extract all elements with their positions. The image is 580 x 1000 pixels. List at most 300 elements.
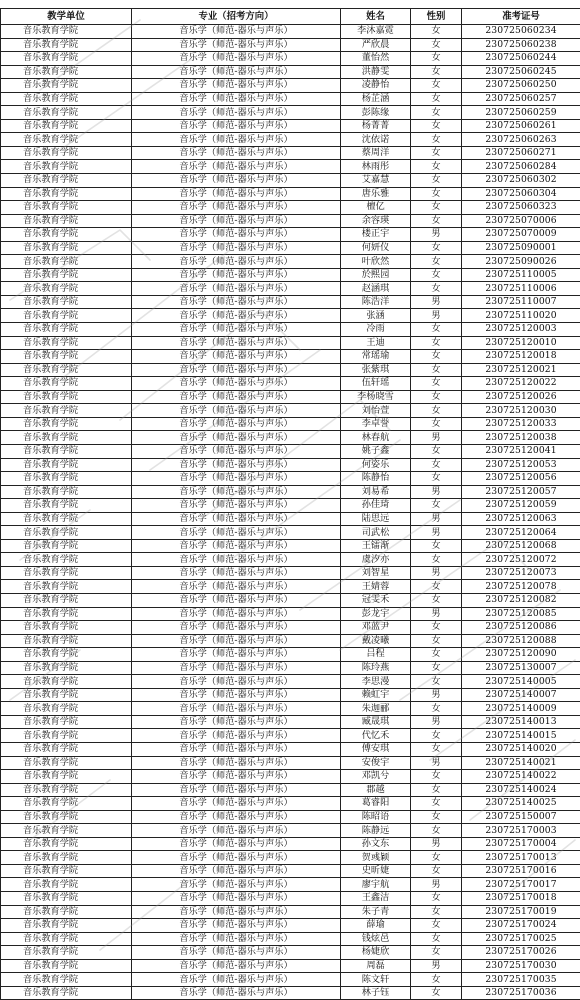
cell-gender: 女 xyxy=(411,553,462,567)
table-row xyxy=(1,539,580,553)
cell-name: 李思漫 xyxy=(341,675,411,689)
cell-gender: 女 xyxy=(411,106,462,120)
cell-unit: 音乐教育学院 xyxy=(1,593,132,607)
cell-unit: 音乐教育学院 xyxy=(1,228,132,242)
cell-name: 朱子青 xyxy=(341,905,411,919)
cell-unit: 音乐教育学院 xyxy=(1,499,132,513)
cell-gender: 女 xyxy=(411,824,462,838)
cell-exam-id: 230725060257 xyxy=(462,92,580,106)
cell-gender: 女 xyxy=(411,444,462,458)
cell-exam-id: 230725120053 xyxy=(462,458,580,472)
cell-gender: 女 xyxy=(411,797,462,811)
cell-major: 音乐学（师范-器乐与声乐） xyxy=(132,92,341,106)
cell-exam-id: 230725120073 xyxy=(462,566,580,580)
cell-name: 虞汐亦 xyxy=(341,553,411,567)
cell-exam-id: 230725060271 xyxy=(462,146,580,160)
cell-major: 音乐学（师范-器乐与声乐） xyxy=(132,837,341,851)
cell-major: 音乐学（师范-器乐与声乐） xyxy=(132,621,341,635)
cell-exam-id: 230725170036 xyxy=(462,986,580,1000)
cell-exam-id: 230725070009 xyxy=(462,228,580,242)
cell-exam-id: 230725060304 xyxy=(462,187,580,201)
cell-major: 音乐学（师范-器乐与声乐） xyxy=(132,756,341,770)
cell-name: 臧晟琪 xyxy=(341,715,411,729)
cell-major: 音乐学（师范-器乐与声乐） xyxy=(132,878,341,892)
cell-major: 音乐学（师范-器乐与声乐） xyxy=(132,404,341,418)
cell-name: 林子钰 xyxy=(341,986,411,1000)
cell-name: 於熙园 xyxy=(341,268,411,282)
cell-unit: 音乐教育学院 xyxy=(1,268,132,282)
cell-major: 音乐学（师范-器乐与声乐） xyxy=(132,52,341,66)
cell-unit: 音乐教育学院 xyxy=(1,946,132,960)
cell-major: 音乐学（师范-器乐与声乐） xyxy=(132,973,341,987)
cell-name: 常瑶瑜 xyxy=(341,350,411,364)
cell-name: 陈昭语 xyxy=(341,810,411,824)
cell-exam-id: 230725120033 xyxy=(462,417,580,431)
cell-name: 孙佳琦 xyxy=(341,499,411,513)
cell-name: 张涵 xyxy=(341,309,411,323)
cell-gender: 女 xyxy=(411,282,462,296)
cell-major: 音乐学（师范-器乐与声乐） xyxy=(132,499,341,513)
table-row xyxy=(1,444,580,458)
cell-name: 赵涵琪 xyxy=(341,282,411,296)
cell-name: 陈静远 xyxy=(341,824,411,838)
cell-gender: 男 xyxy=(411,512,462,526)
cell-name: 冠雯禾 xyxy=(341,593,411,607)
cell-major: 音乐学（师范-器乐与声乐） xyxy=(132,797,341,811)
cell-exam-id: 230725060323 xyxy=(462,201,580,215)
table-row xyxy=(1,458,580,472)
cell-exam-id: 230725070006 xyxy=(462,214,580,228)
cell-unit: 音乐教育学院 xyxy=(1,553,132,567)
cell-exam-id: 230725120086 xyxy=(462,621,580,635)
header-name: 姓名 xyxy=(341,9,411,25)
cell-unit: 音乐教育学院 xyxy=(1,580,132,594)
cell-major: 音乐学（师范-器乐与声乐） xyxy=(132,688,341,702)
cell-unit: 音乐教育学院 xyxy=(1,607,132,621)
cell-name: 何妍仪 xyxy=(341,241,411,255)
cell-major: 音乐学（师范-器乐与声乐） xyxy=(132,553,341,567)
table-row xyxy=(1,25,580,39)
cell-unit: 音乐教育学院 xyxy=(1,485,132,499)
cell-major: 音乐学（师范-器乐与声乐） xyxy=(132,65,341,79)
cell-major: 音乐学（师范-器乐与声乐） xyxy=(132,864,341,878)
cell-exam-id: 230725140020 xyxy=(462,742,580,756)
cell-name: 刘易希 xyxy=(341,485,411,499)
cell-major: 音乐学（师范-器乐与声乐） xyxy=(132,986,341,1000)
cell-exam-id: 230725090001 xyxy=(462,241,580,255)
cell-unit: 音乐教育学院 xyxy=(1,255,132,269)
cell-gender: 女 xyxy=(411,932,462,946)
cell-gender: 女 xyxy=(411,160,462,174)
cell-exam-id: 230725170024 xyxy=(462,919,580,933)
table-row xyxy=(1,323,580,337)
cell-exam-id: 230725110006 xyxy=(462,282,580,296)
cell-exam-id: 230725170004 xyxy=(462,837,580,851)
cell-major: 音乐学（师范-器乐与声乐） xyxy=(132,336,341,350)
cell-exam-id: 230725120057 xyxy=(462,485,580,499)
cell-unit: 音乐教育学院 xyxy=(1,241,132,255)
cell-name: 李杨晓雪 xyxy=(341,390,411,404)
cell-major: 音乐学（师范-器乐与声乐） xyxy=(132,607,341,621)
cell-unit: 音乐教育学院 xyxy=(1,675,132,689)
cell-unit: 音乐教育学院 xyxy=(1,309,132,323)
cell-major: 音乐学（师范-器乐与声乐） xyxy=(132,201,341,215)
cell-major: 音乐学（师范-器乐与声乐） xyxy=(132,268,341,282)
table-row xyxy=(1,133,580,147)
cell-major: 音乐学（师范-器乐与声乐） xyxy=(132,160,341,174)
cell-name: 廖宇航 xyxy=(341,878,411,892)
table-row xyxy=(1,580,580,594)
cell-name: 杨菁菁 xyxy=(341,119,411,133)
table-row xyxy=(1,566,580,580)
cell-unit: 音乐教育学院 xyxy=(1,715,132,729)
table-row xyxy=(1,702,580,716)
cell-major: 音乐学（师范-器乐与声乐） xyxy=(132,675,341,689)
cell-major: 音乐学（师范-器乐与声乐） xyxy=(132,295,341,309)
cell-major: 音乐学（师范-器乐与声乐） xyxy=(132,350,341,364)
cell-unit: 音乐教育学院 xyxy=(1,851,132,865)
cell-exam-id: 230725120021 xyxy=(462,363,580,377)
cell-unit: 音乐教育学院 xyxy=(1,878,132,892)
cell-unit: 音乐教育学院 xyxy=(1,174,132,188)
cell-name: 叶欣然 xyxy=(341,255,411,269)
table-row xyxy=(1,499,580,513)
cell-gender: 男 xyxy=(411,566,462,580)
cell-name: 贺彧颖 xyxy=(341,851,411,865)
cell-major: 音乐学（师范-器乐与声乐） xyxy=(132,377,341,391)
cell-exam-id: 230725140007 xyxy=(462,688,580,702)
table-row xyxy=(1,390,580,404)
table-row xyxy=(1,146,580,160)
cell-name: 代忆禾 xyxy=(341,729,411,743)
cell-exam-id: 230725170035 xyxy=(462,973,580,987)
cell-unit: 音乐教育学院 xyxy=(1,932,132,946)
cell-exam-id: 230725120063 xyxy=(462,512,580,526)
cell-name: 艾嘉慧 xyxy=(341,174,411,188)
table-row xyxy=(1,932,580,946)
cell-unit: 音乐教育学院 xyxy=(1,661,132,675)
cell-gender: 男 xyxy=(411,309,462,323)
cell-gender: 女 xyxy=(411,580,462,594)
cell-gender: 女 xyxy=(411,539,462,553)
table-row xyxy=(1,621,580,635)
cell-name: 洪静雯 xyxy=(341,65,411,79)
header-unit: 教学单位 xyxy=(1,9,132,25)
cell-name: 周磊 xyxy=(341,959,411,973)
cell-gender: 女 xyxy=(411,458,462,472)
cell-name: 林雨彤 xyxy=(341,160,411,174)
cell-name: 陈玲燕 xyxy=(341,661,411,675)
cell-unit: 音乐教育学院 xyxy=(1,526,132,540)
cell-major: 音乐学（师范-器乐与声乐） xyxy=(132,932,341,946)
cell-name: 陈文轩 xyxy=(341,973,411,987)
cell-gender: 女 xyxy=(411,729,462,743)
cell-major: 音乐学（师范-器乐与声乐） xyxy=(132,648,341,662)
cell-exam-id: 230725170030 xyxy=(462,959,580,973)
cell-gender: 女 xyxy=(411,621,462,635)
cell-unit: 音乐教育学院 xyxy=(1,648,132,662)
cell-major: 音乐学（师范-器乐与声乐） xyxy=(132,79,341,93)
cell-name: 傅安琪 xyxy=(341,742,411,756)
cell-gender: 男 xyxy=(411,295,462,309)
cell-name: 沈依诺 xyxy=(341,133,411,147)
table-row xyxy=(1,512,580,526)
cell-exam-id: 230725140024 xyxy=(462,783,580,797)
table-row xyxy=(1,485,580,499)
table-row xyxy=(1,729,580,743)
cell-major: 音乐学（师范-器乐与声乐） xyxy=(132,133,341,147)
table-row xyxy=(1,593,580,607)
cell-major: 音乐学（师范-器乐与声乐） xyxy=(132,417,341,431)
cell-name: 王婧蓉 xyxy=(341,580,411,594)
cell-exam-id: 230725120003 xyxy=(462,323,580,337)
cell-exam-id: 230725120010 xyxy=(462,336,580,350)
cell-gender: 女 xyxy=(411,79,462,93)
cell-unit: 音乐教育学院 xyxy=(1,295,132,309)
cell-name: 李卓誉 xyxy=(341,417,411,431)
cell-major: 音乐学（师范-器乐与声乐） xyxy=(132,566,341,580)
table-row xyxy=(1,309,580,323)
cell-major: 音乐学（师范-器乐与声乐） xyxy=(132,485,341,499)
cell-major: 音乐学（师范-器乐与声乐） xyxy=(132,851,341,865)
cell-gender: 女 xyxy=(411,377,462,391)
cell-unit: 音乐教育学院 xyxy=(1,214,132,228)
cell-name: 李沐嘉霓 xyxy=(341,25,411,39)
cell-gender: 女 xyxy=(411,241,462,255)
header-major: 专业（招考方向） xyxy=(132,9,341,25)
cell-name: 凌静怡 xyxy=(341,79,411,93)
cell-gender: 女 xyxy=(411,634,462,648)
table-row xyxy=(1,336,580,350)
header-gender: 性别 xyxy=(411,9,462,25)
table-row xyxy=(1,905,580,919)
cell-unit: 音乐教育学院 xyxy=(1,160,132,174)
cell-exam-id: 230725060245 xyxy=(462,65,580,79)
table-row xyxy=(1,404,580,418)
cell-name: 赖虹宇 xyxy=(341,688,411,702)
cell-major: 音乐学（师范-器乐与声乐） xyxy=(132,512,341,526)
table-body xyxy=(1,25,580,1000)
cell-major: 音乐学（师范-器乐与声乐） xyxy=(132,106,341,120)
cell-name: 司武松 xyxy=(341,526,411,540)
cell-gender: 女 xyxy=(411,661,462,675)
cell-exam-id: 230725110020 xyxy=(462,309,580,323)
cell-major: 音乐学（师范-器乐与声乐） xyxy=(132,593,341,607)
cell-gender: 男 xyxy=(411,715,462,729)
cell-name: 王镭渐 xyxy=(341,539,411,553)
table-row xyxy=(1,363,580,377)
cell-unit: 音乐教育学院 xyxy=(1,377,132,391)
table-row xyxy=(1,526,580,540)
cell-unit: 音乐教育学院 xyxy=(1,119,132,133)
table-row xyxy=(1,742,580,756)
cell-name: 严欣晨 xyxy=(341,38,411,52)
cell-gender: 女 xyxy=(411,864,462,878)
table-row xyxy=(1,214,580,228)
cell-name: 唐乐雅 xyxy=(341,187,411,201)
cell-name: 刘智星 xyxy=(341,566,411,580)
table-row xyxy=(1,174,580,188)
cell-exam-id: 230725170026 xyxy=(462,946,580,960)
cell-name: 蔡周洋 xyxy=(341,146,411,160)
cell-gender: 男 xyxy=(411,526,462,540)
cell-name: 陈浩洋 xyxy=(341,295,411,309)
cell-major: 音乐学（师范-器乐与声乐） xyxy=(132,702,341,716)
table-row xyxy=(1,241,580,255)
table-row xyxy=(1,973,580,987)
table-row xyxy=(1,38,580,52)
cell-exam-id: 230725120018 xyxy=(462,350,580,364)
table-row xyxy=(1,106,580,120)
cell-gender: 男 xyxy=(411,228,462,242)
cell-gender: 女 xyxy=(411,851,462,865)
cell-major: 音乐学（师范-器乐与声乐） xyxy=(132,661,341,675)
table-row xyxy=(1,959,580,973)
cell-gender: 女 xyxy=(411,702,462,716)
cell-gender: 女 xyxy=(411,119,462,133)
cell-gender: 女 xyxy=(411,770,462,784)
cell-unit: 音乐教育学院 xyxy=(1,106,132,120)
cell-unit: 音乐教育学院 xyxy=(1,363,132,377)
cell-exam-id: 230725060259 xyxy=(462,106,580,120)
table-row xyxy=(1,851,580,865)
cell-exam-id: 230725140009 xyxy=(462,702,580,716)
cell-major: 音乐学（师范-器乐与声乐） xyxy=(132,959,341,973)
cell-unit: 音乐教育学院 xyxy=(1,539,132,553)
cell-exam-id: 230725170019 xyxy=(462,905,580,919)
cell-unit: 音乐教育学院 xyxy=(1,92,132,106)
table-row xyxy=(1,553,580,567)
cell-major: 音乐学（师范-器乐与声乐） xyxy=(132,38,341,52)
table-row xyxy=(1,431,580,445)
table-row xyxy=(1,92,580,106)
cell-name: 陈静怡 xyxy=(341,472,411,486)
cell-gender: 女 xyxy=(411,201,462,215)
table-row xyxy=(1,797,580,811)
cell-unit: 音乐教育学院 xyxy=(1,512,132,526)
cell-major: 音乐学（师范-器乐与声乐） xyxy=(132,715,341,729)
cell-unit: 音乐教育学院 xyxy=(1,824,132,838)
cell-major: 音乐学（师范-器乐与声乐） xyxy=(132,228,341,242)
table-row xyxy=(1,878,580,892)
cell-name: 朱迦郦 xyxy=(341,702,411,716)
cell-unit: 音乐教育学院 xyxy=(1,458,132,472)
cell-major: 音乐学（师范-器乐与声乐） xyxy=(132,390,341,404)
cell-gender: 女 xyxy=(411,146,462,160)
cell-gender: 男 xyxy=(411,607,462,621)
cell-gender: 女 xyxy=(411,336,462,350)
cell-exam-id: 230725170017 xyxy=(462,878,580,892)
cell-major: 音乐学（师范-器乐与声乐） xyxy=(132,146,341,160)
cell-gender: 女 xyxy=(411,65,462,79)
cell-major: 音乐学（师范-器乐与声乐） xyxy=(132,783,341,797)
cell-unit: 音乐教育学院 xyxy=(1,404,132,418)
cell-unit: 音乐教育学院 xyxy=(1,201,132,215)
cell-gender: 女 xyxy=(411,268,462,282)
cell-exam-id: 230725060263 xyxy=(462,133,580,147)
cell-unit: 音乐教育学院 xyxy=(1,146,132,160)
cell-major: 音乐学（师范-器乐与声乐） xyxy=(132,214,341,228)
cell-gender: 女 xyxy=(411,892,462,906)
table-row xyxy=(1,634,580,648)
cell-name: 戴凌曦 xyxy=(341,634,411,648)
cell-unit: 音乐教育学院 xyxy=(1,973,132,987)
cell-name: 彭龙宇 xyxy=(341,607,411,621)
cell-unit: 音乐教育学院 xyxy=(1,336,132,350)
cell-exam-id: 230725120085 xyxy=(462,607,580,621)
cell-gender: 女 xyxy=(411,52,462,66)
cell-unit: 音乐教育学院 xyxy=(1,634,132,648)
cell-name: 安俊宇 xyxy=(341,756,411,770)
cell-gender: 女 xyxy=(411,499,462,513)
cell-gender: 男 xyxy=(411,688,462,702)
table-row xyxy=(1,79,580,93)
table-row xyxy=(1,864,580,878)
table-row xyxy=(1,892,580,906)
cell-unit: 音乐教育学院 xyxy=(1,621,132,635)
cell-exam-id: 230725120082 xyxy=(462,593,580,607)
cell-name: 薛瑜 xyxy=(341,919,411,933)
cell-major: 音乐学（师范-器乐与声乐） xyxy=(132,729,341,743)
cell-gender: 男 xyxy=(411,878,462,892)
cell-unit: 音乐教育学院 xyxy=(1,756,132,770)
cell-gender: 女 xyxy=(411,133,462,147)
cell-gender: 女 xyxy=(411,214,462,228)
admission-list-table xyxy=(0,8,580,1000)
cell-exam-id: 230725140025 xyxy=(462,797,580,811)
cell-name: 檀亿 xyxy=(341,201,411,215)
cell-exam-id: 230725060238 xyxy=(462,38,580,52)
cell-name: 董怡然 xyxy=(341,52,411,66)
cell-exam-id: 230725140022 xyxy=(462,770,580,784)
cell-gender: 女 xyxy=(411,404,462,418)
table-row xyxy=(1,268,580,282)
cell-gender: 男 xyxy=(411,837,462,851)
cell-unit: 音乐教育学院 xyxy=(1,25,132,39)
cell-name: 邓凯兮 xyxy=(341,770,411,784)
cell-major: 音乐学（师范-器乐与声乐） xyxy=(132,539,341,553)
header-row xyxy=(1,9,580,25)
cell-major: 音乐学（师范-器乐与声乐） xyxy=(132,444,341,458)
cell-exam-id: 230725060261 xyxy=(462,119,580,133)
cell-gender: 女 xyxy=(411,174,462,188)
table-row xyxy=(1,417,580,431)
cell-gender: 女 xyxy=(411,986,462,1000)
cell-major: 音乐学（师范-器乐与声乐） xyxy=(132,919,341,933)
cell-exam-id: 230725060284 xyxy=(462,160,580,174)
cell-name: 王迪 xyxy=(341,336,411,350)
table-row xyxy=(1,295,580,309)
cell-exam-id: 230725120038 xyxy=(462,431,580,445)
table-row xyxy=(1,783,580,797)
cell-exam-id: 230725150007 xyxy=(462,810,580,824)
cell-exam-id: 230725120030 xyxy=(462,404,580,418)
table-row xyxy=(1,607,580,621)
cell-name: 吕程 xyxy=(341,648,411,662)
cell-name: 彭陈缘 xyxy=(341,106,411,120)
table-row xyxy=(1,648,580,662)
cell-exam-id: 230725140021 xyxy=(462,756,580,770)
cell-major: 音乐学（师范-器乐与声乐） xyxy=(132,323,341,337)
cell-name: 邓蓝尹 xyxy=(341,621,411,635)
cell-exam-id: 230725060302 xyxy=(462,174,580,188)
cell-exam-id: 230725090026 xyxy=(462,255,580,269)
table-row xyxy=(1,282,580,296)
cell-name: 楼正宇 xyxy=(341,228,411,242)
cell-name: 葛睿阳 xyxy=(341,797,411,811)
cell-name: 伍轩瑶 xyxy=(341,377,411,391)
cell-unit: 音乐教育学院 xyxy=(1,729,132,743)
